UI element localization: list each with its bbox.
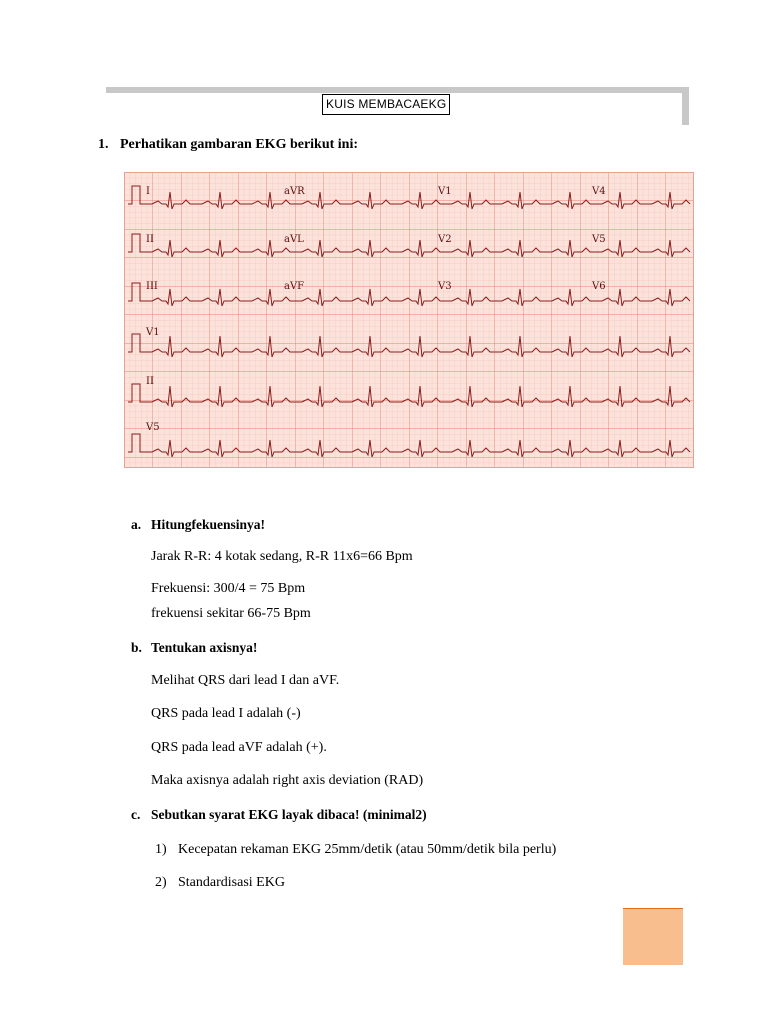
section-a-line-1: Jarak R-R: 4 kotak sedang, R-R 11x6=66 Bpm	[151, 549, 413, 564]
ecg-lead-label: V1	[438, 186, 452, 197]
ecg-lead-label: V3	[438, 281, 452, 292]
section-a-line-2: Frekuensi: 300/4 = 75 Bpm	[151, 581, 306, 596]
section-b-line-1: Melihat QRS dari lead I dan aVF.	[151, 673, 340, 688]
ecg-lead-label: aVR	[284, 186, 305, 197]
ecg-lead-label: V5	[592, 234, 606, 245]
ecg-lead-label: aVF	[284, 281, 305, 292]
section-b-line-4: Maka axisnya adalah right axis deviation (RAD)	[151, 773, 424, 788]
ecg-figure	[124, 172, 694, 468]
section-c-item-1-number: 1)	[155, 842, 167, 857]
ecg-lead-label: III	[146, 281, 158, 292]
ecg-lead-label: II	[146, 376, 154, 387]
header-rule-side	[682, 87, 689, 125]
ecg-lead-label: V2	[438, 234, 452, 245]
section-c-title: Sebutkan syarat EKG layak dibaca! (minimal2)	[151, 807, 427, 822]
ecg-lead-label: aVL	[284, 234, 304, 245]
ecg-lead-label: V1	[146, 327, 160, 338]
question-number: 1.	[98, 137, 109, 152]
section-c-letter: c.	[131, 807, 141, 822]
section-c-item-1-text: Kecepatan rekaman EKG 25mm/detik (atau 50mm/detik bila perlu)	[178, 842, 557, 857]
section-a-letter: a.	[131, 517, 142, 532]
section-b-line-2: QRS pada lead I adalah (-)	[151, 706, 301, 721]
section-b-title: Tentukan axisnya!	[151, 640, 258, 655]
ecg-lead-label: I	[146, 186, 150, 197]
ecg-lead-label: II	[146, 234, 154, 245]
section-c-item-2-text: Standardisasi EKG	[178, 875, 285, 890]
page-title: KUIS MEMBACAEKG	[322, 94, 450, 115]
section-c-item-2-number: 2)	[155, 875, 167, 890]
ecg-lead-label: V6	[592, 281, 606, 292]
section-b-line-3: QRS pada lead aVF adalah (+).	[151, 740, 327, 755]
header-rule	[106, 87, 689, 93]
section-a-title: Hitungfekuensinya!	[151, 517, 266, 532]
ecg-lead-label: V4	[592, 186, 606, 197]
page-corner-decoration	[623, 908, 683, 965]
section-a-line-3: frekuensi sekitar 66-75 Bpm	[151, 606, 311, 621]
question-text: Perhatikan gambaran EKG berikut ini:	[120, 137, 359, 152]
ecg-lead-label: V5	[146, 422, 160, 433]
section-b-letter: b.	[131, 640, 142, 655]
